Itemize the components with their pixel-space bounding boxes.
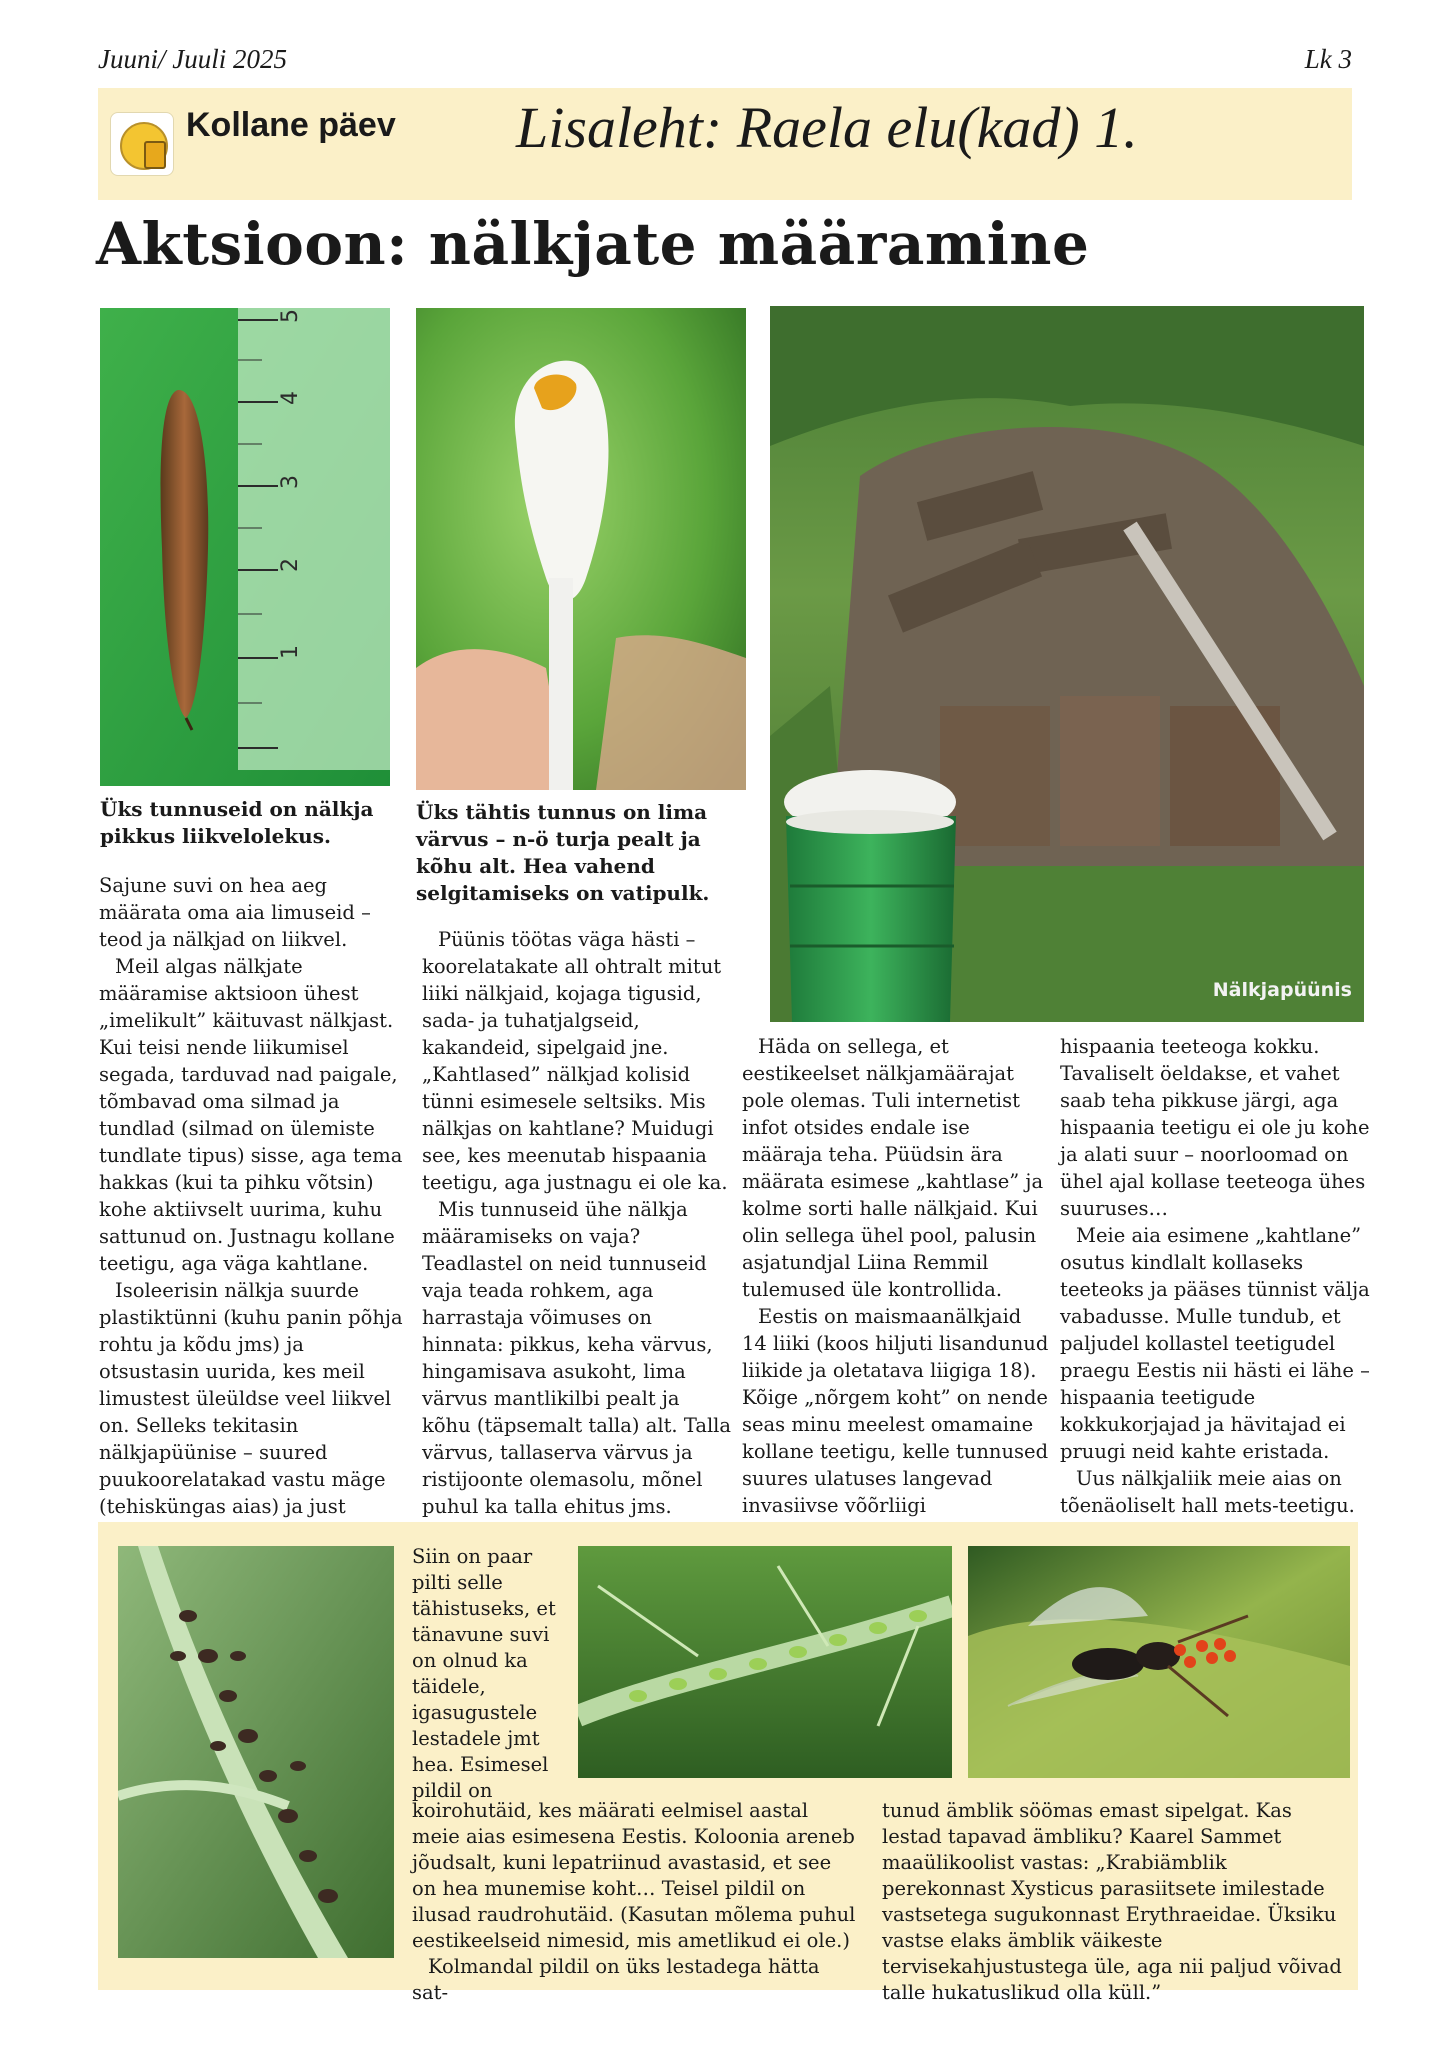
- spider-mites-photo: [968, 1546, 1350, 1778]
- issue-date: Juuni/ Juuli 2025: [98, 44, 287, 74]
- slug-trap-photo: [770, 306, 1364, 1022]
- paragraph: Sajune suvi on hea aeg määrata oma aia limuseid – teod ja nälkjad on liikvel.: [99, 874, 371, 951]
- photo-label: Nälkjapüünis: [1212, 979, 1352, 1001]
- page-number: Lk 3: [1304, 44, 1352, 74]
- svg-text:3: 3: [278, 475, 303, 489]
- article-column-3: [742, 1033, 1052, 1519]
- svg-text:4: 4: [278, 391, 303, 405]
- svg-text:5: 5: [278, 309, 303, 323]
- caption-slime-color: Üks tähtis tunnus on lima värvus – n-ö turja pealt ja kõhu alt. Hea vahend selgitamiseks on vatipulk.: [416, 800, 710, 905]
- paragraph: Meie aia esimene „kahtlane” osutus kindlalt kollaseks teeteoks ja pääses tünnist välja vabadusse. Mulle tundub, et paljudel kollastel teetigudel praegu Eestis nii hästi ei lähe – hispaania teetigude kokkukorjajad ja hävitajad ei pruugi neid kahte eristada.: [1060, 1224, 1370, 1463]
- paragraph: Kolmandal pildil on üks lestadega hätta sat-: [412, 1955, 820, 2004]
- article-column-2: [422, 926, 732, 1520]
- cotton-swab-photo: [416, 308, 746, 790]
- paragraph: koirohutäid, kes määrati eelmisel aastal meie aias esimesena Eestis. Koloonia areneb jõudsalt, kuni lepatriinud avastasid, et see on hea munemise koht… Teisel pildil on ilusad raudrohutäid. (Kasutan mõlema puhul eestikeelseid nimesid, mis ametlikud ei ole.): [412, 1799, 856, 1952]
- paragraph: Isoleerisin nälkja suurde plastiktünni (kuhu panin põhja rohtu ja kõdu jms) ja otsustasin uurida, kes meil limustest üleüldse veel liikvel on. Selleks tekitasin nälkjapüünise – suured puukoorelatakad vastu mäge (tehisküngas aias) ja just: [99, 1279, 403, 1518]
- caption-slug-length: Üks tunnuseid on nälkja pikkus liikvelolekus.: [100, 797, 374, 848]
- paragraph: Uus nälkjaliik meie aias on tõenäoliselt hall mets-teetigu.: [1060, 1467, 1355, 1517]
- article-headline: Aktsioon: nälkjate määramine: [96, 210, 1090, 278]
- svg-text:1: 1: [278, 645, 303, 659]
- yarrow-aphid-photo: [578, 1546, 952, 1778]
- paragraph: hispaania teeteoga kokku. Tavaliselt öeldakse, et vahet saab teha pikkuse järgi, aga hispaania teetigu ei ole ju kohe ja alati suur – noorloomad on ühel ajal kollase teeteoga ühes suuruses…: [1060, 1035, 1370, 1220]
- box-text-intro: Siin on paar pilti selle tähistuseks, et tänavune suvi on olnud ka täidele, igasugustele lestadele jmt hea. Esimesel pildil on: [412, 1545, 556, 1802]
- slug-ruler-photo: [100, 308, 390, 786]
- supplement-title: Lisaleht: Raela elu(kad) 1.: [516, 95, 1138, 160]
- paragraph: Mis tunnuseid ühe nälkja määramiseks on vaja? Teadlastel on neid tunnuseid vaja teada rohkem, aga harrastaja võimuses on hinnata: pikkus, keha värvus, hingamisava asukoht, lima värvus mantlikilbi pealt ja kõhu (täpsemalt talla) alt. Talla värvus, tallaserva värvus ja ristijoonte olemasolu, mõnel puhul ka talla ehitus jms.: [422, 1198, 732, 1518]
- paragraph: Püünis töötas väga hästi – koorelatakate all ohtralt mitut liiki nälkjaid, kojaga tigusid, sada- ja tuhatjalgseid, kakandeid, sipelgaid jne. „Kahtlased” nälkjad kolisid tünni esimesele seltsiks. Mis nälkjas on kahtlane? Muidugi see, kes meenutab hispaania teetigu, aga justnagu ei ole ka.: [422, 928, 728, 1194]
- paragraph: Häda on sellega, et eestikeelset nälkjamäärajat pole olemas. Tuli internetist infot otsides endale ise määraja teha. Püüdsin ära määrata esimese „kahtlase” ja kolme sorti halle nälkjaid. Kui olin sellega ühel pool, palusin asjatundjal Liina Remmil tulemused üle kontrollida.: [742, 1035, 1044, 1301]
- paragraph: Meil algas nälkjate määramise aktsioon ühest „imelikult” käituvast nälkjast. Kui teisi nende liikumisel segada, tarduvad nad paigale, tõmbavad oma silmad ja tundlad (silmad on ülemiste tundlate tipus) sisse, aga tema hakkas (kui ta pihku võtsin) kohe aktiivselt uurima, kuhu sattunud on. Justnagu kollane teetigu, aga väga kahtlane.: [99, 955, 403, 1275]
- article-column-4: [1060, 1033, 1370, 1519]
- paragraph: Eestis on maismaanälkjaid 14 liiki (koos hiljuti lisandunud liikide ja oletatava liigiga 18). Kõige „nõrgem koht” on nende seas minu meelest omamaine kollane teetigu, kelle tunnused suures ulatuses langevad invasiivse võõrliigi: [742, 1305, 1049, 1517]
- article-column-1: [99, 872, 405, 1547]
- aphid-colony-photo: [118, 1546, 394, 1958]
- svg-text:2: 2: [278, 558, 303, 572]
- newspaper-logo: [110, 112, 174, 176]
- newspaper-name: Kollane päev: [186, 106, 396, 144]
- box-text-spider: tunud ämblik söömas emast sipelgat. Kas lestad tapavad ämbliku? Kaarel Sammet maaülikoolist vastas: „Krabiämblik perekonnast Xysticus parasiitsete imilestade vastsetega sugukonnast Erythraeidae. Üksiku vastse elaks ämblik väikeste tervisekahjustustega üle, aga nii paljud võivad talle hukatuslikud olla küll.”: [882, 1799, 1342, 2004]
- box-text-aphids: [412, 1798, 858, 2006]
